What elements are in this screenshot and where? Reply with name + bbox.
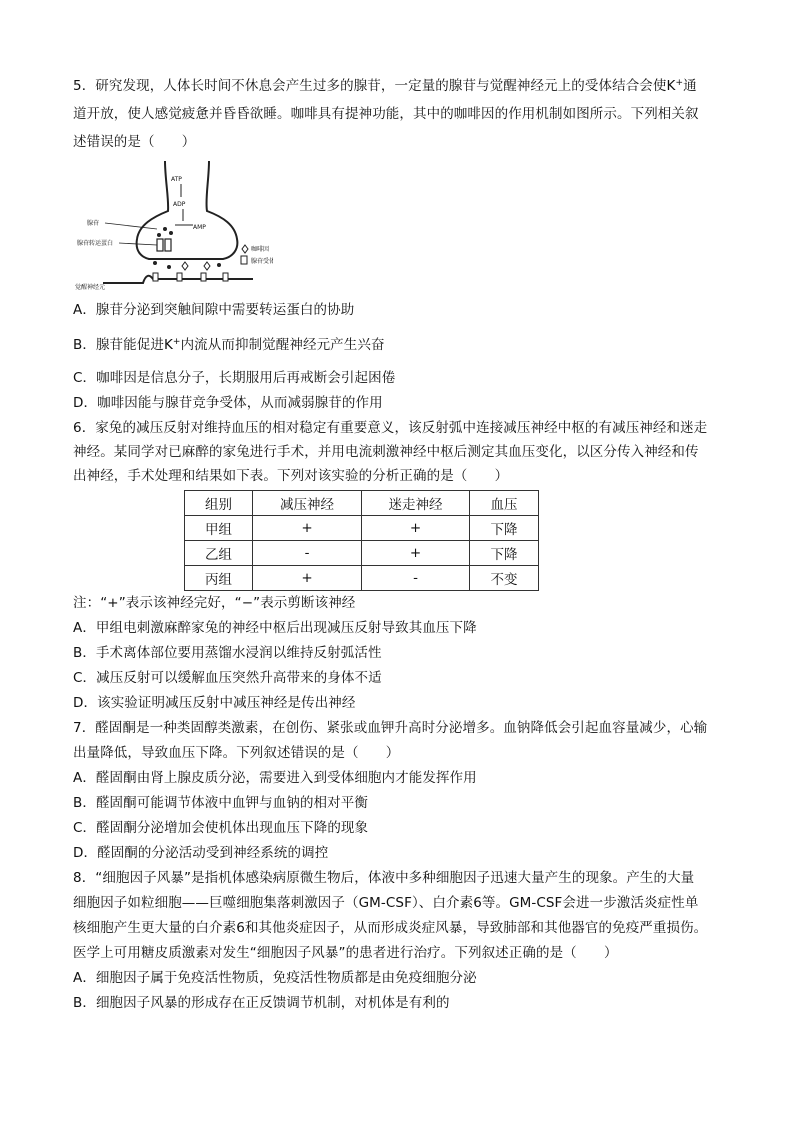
q7-option-b: B．醛固酮可能调节体液中血钾与血钠的相对平衡 — [73, 795, 368, 811]
q6-note: 注：“+”表示该神经完好，“−”表示剪断该神经 — [73, 595, 356, 611]
q6-option-c: C．减压反射可以缓解血压突然升高带来的身体不适 — [73, 670, 382, 686]
experiment-table — [184, 490, 539, 591]
adp-label: ADP — [173, 201, 186, 208]
q7-option-d: D．醛固酮的分泌活动受到神经系统的调控 — [73, 845, 329, 861]
q5-line-2: 道开放，使人感觉疲惫并昏昏欲睡。咖啡具有提神功能，其中的咖啡因的作用机制如图所示。下列相关叙 — [73, 106, 699, 122]
q8-line-4: 医学上可用糖皮质激素对发生“细胞因子风暴”的患者进行治疗。下列叙述正确的是（ ） — [73, 945, 618, 961]
q5-line-1: 5．研究发现，人体长时间不休息会产生过多的腺苷，一定量的腺苷与觉醒神经元上的受体结合会使K+通 — [73, 78, 697, 94]
q8-line-3: 核细胞产生更大量的白介素6和其他炎症因子，从而形成炎症风暴，导致肺部和其他器官的免疫严重损伤。 — [73, 920, 708, 936]
q6-line-3: 出神经，手术处理和结果如下表。下列对该实验的分析正确的是（ ） — [73, 468, 509, 484]
table-cell: 下降 — [470, 516, 539, 541]
table-cell: 甲组 — [185, 516, 253, 541]
q6-option-d: D．该实验证明减压反射中减压神经是传出神经 — [73, 695, 356, 711]
table-row — [185, 566, 539, 591]
q8-line-1: 8．“细胞因子风暴”是指机体感染病原微生物后，体液中多种细胞因子迅速大量产生的现象。产生的大量 — [73, 870, 695, 886]
synapse-figure — [73, 159, 273, 293]
q7-option-c: C．醛固酮分泌增加会使机体出现血压下降的现象 — [73, 820, 369, 836]
table-header: 迷走神经 — [362, 491, 470, 516]
atp-label: ATP — [171, 176, 182, 183]
q8-line-2: 细胞因子如粒细胞——巨噬细胞集落刺激因子（GM-CSF）、白介素6等。GM-CSF会进一步激活炎症性单 — [73, 895, 699, 911]
q5-option-b: B．腺苷能促进K+内流从而抑制觉醒神经元产生兴奋 — [73, 337, 385, 353]
q6-option-a: A．甲组电刺激麻醉家兔的神经中枢后出现减压反射导致其血压下降 — [73, 620, 477, 636]
table-cell: + — [253, 566, 362, 591]
q5-option-d: D．咖啡因能与腺苷竞争受体，从而减弱腺苷的作用 — [73, 395, 383, 411]
table-cell: 不变 — [470, 566, 539, 591]
table-cell: + — [362, 516, 470, 541]
table-row — [185, 516, 539, 541]
table-cell: + — [362, 541, 470, 566]
q8-option-b: B．细胞因子风暴的形成存在正反馈调节机制，对机体是有利的 — [73, 995, 450, 1011]
transporter-label: 腺苷转运蛋白 — [77, 240, 114, 247]
table-cell: - — [253, 541, 362, 566]
q6-line-2: 神经。某同学对已麻醉的家兔进行手术，并用电流刺激神经中枢后测定其血压变化，以区分传入神经和传 — [73, 444, 699, 460]
table-cell: 丙组 — [185, 566, 253, 591]
neuron-label: 觉醒神经元 — [75, 284, 106, 291]
q6-line-1: 6．家兔的减压反射对维持血压的相对稳定有重要意义，该反射弧中连接减压神经中枢的有减压神经和迷走 — [73, 420, 708, 436]
q6-option-b: B．手术离体部位要用蒸馏水浸润以维持反射弧活性 — [73, 645, 382, 661]
q5-line-3: 述错误的是（ ） — [73, 134, 196, 150]
q7-line-1: 7．醛固酮是一种类固醇类激素，在创伤、紧张或血钾升高时分泌增多。血钠降低会引起血容量减少，心输 — [73, 720, 708, 736]
receptor-label: 腺苷受体 — [251, 258, 273, 265]
q5-option-a: A．腺苷分泌到突触间隙中需要转运蛋白的协助 — [73, 302, 355, 318]
q7-option-a: A．醛固酮由肾上腺皮质分泌，需要进入到受体细胞内才能发挥作用 — [73, 770, 477, 786]
table-cell: 乙组 — [185, 541, 253, 566]
table-cell: - — [362, 566, 470, 591]
table-header: 血压 — [470, 491, 539, 516]
table-header: 减压神经 — [253, 491, 362, 516]
table-cell: 下降 — [470, 541, 539, 566]
q5-option-c: C．咖啡因是信息分子，长期服用后再戒断会引起困倦 — [73, 370, 396, 386]
table-header-row — [185, 491, 539, 516]
amp-label: AMP — [193, 224, 206, 231]
table-cell: + — [253, 516, 362, 541]
q7-line-2: 出量降低，导致血压下降。下列叙述错误的是（ ） — [73, 745, 400, 761]
table-header: 组别 — [185, 491, 253, 516]
q8-option-a: A．细胞因子属于免疫活性物质，免疫活性物质都是由免疫细胞分泌 — [73, 970, 477, 986]
table-row — [185, 541, 539, 566]
caffeine-label: 咖啡因 — [251, 246, 270, 253]
adenosine-label: 腺苷 — [87, 220, 100, 227]
